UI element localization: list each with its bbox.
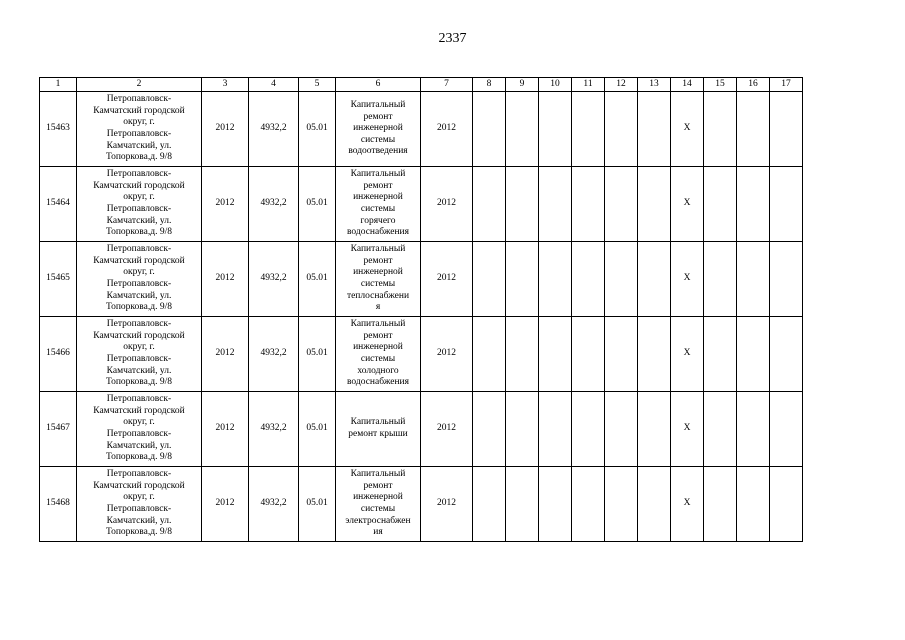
empty-cell xyxy=(770,92,803,167)
empty-cell xyxy=(539,392,572,467)
column-header: 10 xyxy=(539,78,572,92)
empty-cell xyxy=(473,167,506,242)
empty-cell xyxy=(605,167,638,242)
row-id: 15466 xyxy=(40,317,77,392)
empty-cell xyxy=(539,317,572,392)
address-cell xyxy=(77,92,202,167)
row-id: 15468 xyxy=(40,467,77,542)
table-row xyxy=(40,467,803,542)
empty-cell xyxy=(770,392,803,467)
column-header: 2 xyxy=(77,78,202,92)
work-cell xyxy=(336,167,421,242)
empty-cell xyxy=(506,242,539,317)
empty-cell xyxy=(737,242,770,317)
empty-cell xyxy=(737,392,770,467)
code-cell: 05.01 xyxy=(299,242,336,317)
column-header: 11 xyxy=(572,78,605,92)
empty-cell xyxy=(737,167,770,242)
address-text: Петропавловск- Камчатский городской округ, г. Петропавловск- Камчатский, ул. Топоркова,д. 9/8 xyxy=(93,319,185,388)
mark-cell: X xyxy=(671,167,704,242)
column-header: 13 xyxy=(638,78,671,92)
empty-cell xyxy=(770,167,803,242)
code-cell: 05.01 xyxy=(299,167,336,242)
column-header: 16 xyxy=(737,78,770,92)
empty-cell xyxy=(605,317,638,392)
column-header: 12 xyxy=(605,78,638,92)
empty-cell xyxy=(539,92,572,167)
empty-cell xyxy=(572,467,605,542)
empty-cell xyxy=(506,392,539,467)
area-cell: 4932,2 xyxy=(249,467,299,542)
year2-cell: 2012 xyxy=(421,467,473,542)
empty-cell xyxy=(473,392,506,467)
mark-cell: X xyxy=(671,317,704,392)
year-cell: 2012 xyxy=(202,392,249,467)
empty-cell xyxy=(770,242,803,317)
work-text: Капитальный ремонт крыши xyxy=(348,417,408,439)
column-header: 4 xyxy=(249,78,299,92)
empty-cell xyxy=(572,317,605,392)
address-cell xyxy=(77,467,202,542)
empty-cell xyxy=(638,92,671,167)
work-cell xyxy=(336,92,421,167)
year-cell: 2012 xyxy=(202,317,249,392)
address-text: Петропавловск- Камчатский городской округ, г. Петропавловск- Камчатский, ул. Топоркова,д. 9/8 xyxy=(93,469,185,538)
work-text: Капитальный ремонт инженерной системы водоотведения xyxy=(348,100,408,157)
empty-cell xyxy=(605,92,638,167)
empty-cell xyxy=(638,392,671,467)
table-row xyxy=(40,392,803,467)
empty-cell xyxy=(704,392,737,467)
work-text: Капитальный ремонт инженерной системы электроснабжен ия xyxy=(345,469,411,538)
row-id: 15465 xyxy=(40,242,77,317)
empty-cell xyxy=(572,392,605,467)
mark-cell: X xyxy=(671,467,704,542)
work-cell xyxy=(336,392,421,467)
empty-cell xyxy=(473,92,506,167)
empty-cell xyxy=(572,167,605,242)
area-cell: 4932,2 xyxy=(249,317,299,392)
year2-cell: 2012 xyxy=(421,317,473,392)
empty-cell xyxy=(473,242,506,317)
work-text: Капитальный ремонт инженерной системы холодного водоснабжения xyxy=(346,319,410,388)
empty-cell xyxy=(539,467,572,542)
year2-cell: 2012 xyxy=(421,392,473,467)
empty-cell xyxy=(605,242,638,317)
code-cell: 05.01 xyxy=(299,92,336,167)
column-header: 6 xyxy=(336,78,421,92)
year2-cell: 2012 xyxy=(421,167,473,242)
work-cell xyxy=(336,242,421,317)
empty-cell xyxy=(737,317,770,392)
empty-cell xyxy=(539,167,572,242)
address-cell xyxy=(77,317,202,392)
address-cell xyxy=(77,392,202,467)
empty-cell xyxy=(638,467,671,542)
empty-cell xyxy=(506,167,539,242)
column-header: 3 xyxy=(202,78,249,92)
column-header: 15 xyxy=(704,78,737,92)
column-header: 14 xyxy=(671,78,704,92)
empty-cell xyxy=(605,392,638,467)
column-header: 7 xyxy=(421,78,473,92)
header-row xyxy=(40,78,803,92)
empty-cell xyxy=(737,92,770,167)
empty-cell xyxy=(638,317,671,392)
year-cell: 2012 xyxy=(202,467,249,542)
empty-cell xyxy=(572,242,605,317)
empty-cell xyxy=(704,467,737,542)
address-text: Петропавловск- Камчатский городской округ, г. Петропавловск- Камчатский, ул. Топоркова,д. 9/8 xyxy=(93,394,185,463)
row-id: 15463 xyxy=(40,92,77,167)
year-cell: 2012 xyxy=(202,92,249,167)
mark-cell: X xyxy=(671,392,704,467)
page-number: 2337 xyxy=(438,31,467,46)
empty-cell xyxy=(770,317,803,392)
empty-cell xyxy=(737,467,770,542)
column-header: 1 xyxy=(40,78,77,92)
empty-cell xyxy=(473,467,506,542)
address-text: Петропавловск- Камчатский городской округ, г. Петропавловск- Камчатский, ул. Топоркова,д. 9/8 xyxy=(93,169,185,238)
empty-cell xyxy=(638,242,671,317)
column-header: 9 xyxy=(506,78,539,92)
empty-cell xyxy=(605,467,638,542)
empty-cell xyxy=(638,167,671,242)
area-cell: 4932,2 xyxy=(249,92,299,167)
row-id: 15467 xyxy=(40,392,77,467)
work-text: Капитальный ремонт инженерной системы горячего водоснабжения xyxy=(346,169,410,238)
work-cell xyxy=(336,317,421,392)
year2-cell: 2012 xyxy=(421,242,473,317)
empty-cell xyxy=(572,92,605,167)
empty-cell xyxy=(506,92,539,167)
code-cell: 05.01 xyxy=(299,317,336,392)
column-header: 8 xyxy=(473,78,506,92)
empty-cell xyxy=(506,317,539,392)
register-table xyxy=(39,77,803,542)
empty-cell xyxy=(704,317,737,392)
empty-cell xyxy=(704,167,737,242)
year-cell: 2012 xyxy=(202,242,249,317)
column-header: 17 xyxy=(770,78,803,92)
area-cell: 4932,2 xyxy=(249,392,299,467)
year2-cell: 2012 xyxy=(421,92,473,167)
empty-cell xyxy=(704,92,737,167)
table-row xyxy=(40,167,803,242)
address-cell xyxy=(77,167,202,242)
empty-cell xyxy=(506,467,539,542)
table-row xyxy=(40,92,803,167)
table-row xyxy=(40,317,803,392)
empty-cell xyxy=(473,317,506,392)
address-text: Петропавловск- Камчатский городской округ, г. Петропавловск- Камчатский, ул. Топоркова,д. 9/8 xyxy=(93,244,185,313)
area-cell: 4932,2 xyxy=(249,242,299,317)
work-text: Капитальный ремонт инженерной системы теплоснабжени я xyxy=(346,244,410,313)
code-cell: 05.01 xyxy=(299,392,336,467)
address-cell xyxy=(77,242,202,317)
column-header: 5 xyxy=(299,78,336,92)
empty-cell xyxy=(704,242,737,317)
table-row xyxy=(40,242,803,317)
empty-cell xyxy=(770,467,803,542)
address-text: Петропавловск- Камчатский городской округ, г. Петропавловск- Камчатский, ул. Топоркова,д. 9/8 xyxy=(93,94,185,163)
work-cell xyxy=(336,467,421,542)
empty-cell xyxy=(539,242,572,317)
area-cell: 4932,2 xyxy=(249,167,299,242)
row-id: 15464 xyxy=(40,167,77,242)
year-cell: 2012 xyxy=(202,167,249,242)
mark-cell: X xyxy=(671,92,704,167)
code-cell: 05.01 xyxy=(299,467,336,542)
mark-cell: X xyxy=(671,242,704,317)
